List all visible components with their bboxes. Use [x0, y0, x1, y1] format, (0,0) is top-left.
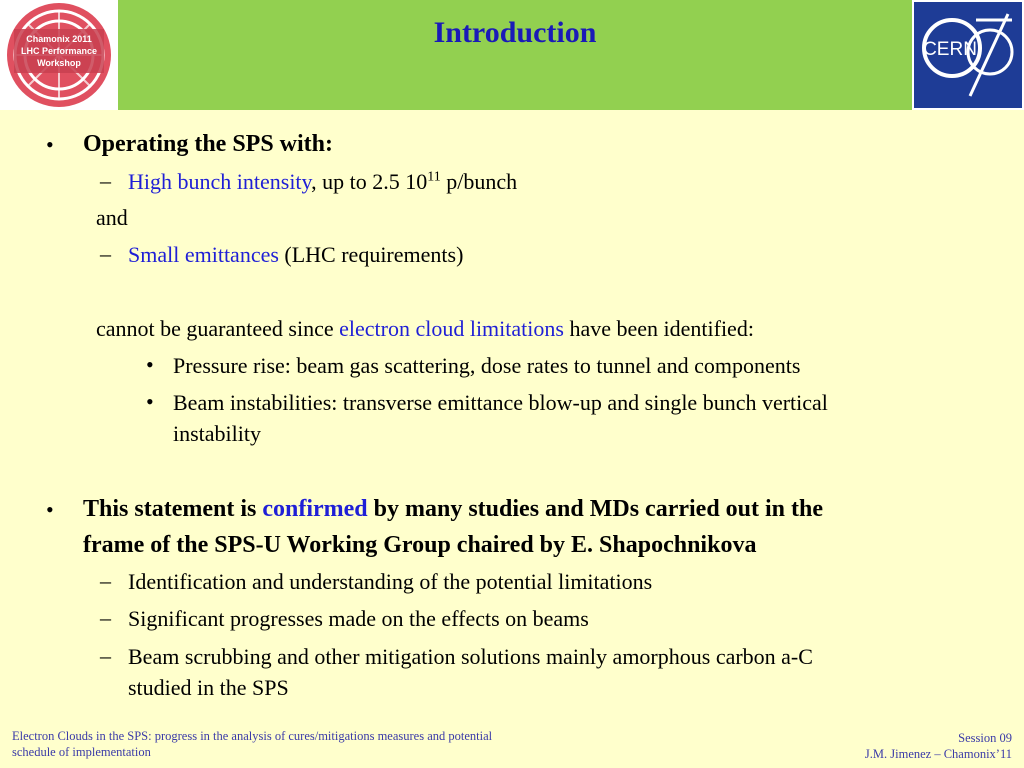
text-identified: have been identified:	[563, 316, 754, 341]
text-cannot: cannot be guaranteed since	[96, 316, 340, 341]
logo-line2: LHC Performance	[20, 46, 98, 56]
sub-bullet-1: •	[146, 352, 154, 377]
sub-item-small-emittances	[128, 240, 463, 270]
slide-title: Introduction	[433, 16, 597, 49]
bullet-2-line2: frame of the SPS-U Working Group chaired by E. Shapochnikova	[83, 532, 757, 558]
cern-logo-text: CERN	[923, 39, 977, 60]
item-beam-instabilities-line1: Beam instabilities: transverse emittance blow-up and single bunch vertical	[173, 390, 828, 415]
sub-dash-1: –	[100, 168, 111, 193]
link-confirmed: confirmed	[262, 496, 368, 522]
sub-item-bunch-intensity	[128, 167, 517, 197]
link-small-emittances: Small emittances	[128, 242, 279, 267]
text-by-many-studies: by many studies and MDs carried out in the	[367, 496, 824, 522]
footer-right	[865, 730, 1012, 762]
sub-dash-4: –	[100, 605, 111, 630]
item-pressure-rise: Pressure rise: beam gas scattering, dose rates to tunnel and components	[173, 353, 801, 378]
text-this-statement: This statement is	[83, 496, 263, 522]
item-beam-scrubbing-line1: Beam scrubbing and other mitigation solutions mainly amorphous carbon a-C	[128, 644, 813, 669]
cannot-guarantee-text	[96, 314, 754, 344]
item-significant-progresses: Significant progresses made on the effects on beams	[128, 606, 589, 631]
footer-left-line2: schedule of implementation	[12, 745, 151, 759]
bullet-2-line1	[83, 494, 823, 524]
item-beam-instabilities-line2: instability	[173, 421, 261, 446]
text-up-to: , up to 2.5 10	[311, 169, 428, 194]
footer-left-line1: Electron Clouds in the SPS: progress in the analysis of cures/mitigations measures and potential	[12, 729, 493, 743]
logo-line1: Chamonix 2011	[26, 34, 92, 44]
sub-bullet-2: •	[146, 389, 154, 414]
exponent: 11	[427, 169, 441, 185]
bullet-2-marker: •	[46, 497, 54, 522]
footer-author: J.M. Jimenez – Chamonix’11	[864, 747, 1012, 761]
sub-dash-3: –	[100, 568, 111, 593]
bullet-1-marker: •	[46, 132, 54, 157]
item-beam-scrubbing-line2: studied in the SPS	[128, 675, 289, 700]
item-identification: Identification and understanding of the potential limitations	[128, 569, 653, 594]
bullet-1-heading: Operating the SPS with:	[83, 131, 334, 157]
sub-dash-2: –	[100, 241, 111, 266]
text-p-bunch: p/bunch	[440, 169, 518, 194]
footer-session: Session 09	[958, 731, 1012, 745]
text-and: and	[96, 205, 128, 230]
text-lhc-requirements: (LHC requirements)	[278, 242, 464, 267]
sub-dash-5: –	[100, 643, 111, 668]
link-electron-cloud: electron cloud limitations	[339, 316, 564, 341]
link-high-bunch-intensity: High bunch intensity	[128, 169, 312, 194]
logo-line3: Workshop	[37, 58, 81, 68]
footer-left	[12, 728, 572, 760]
